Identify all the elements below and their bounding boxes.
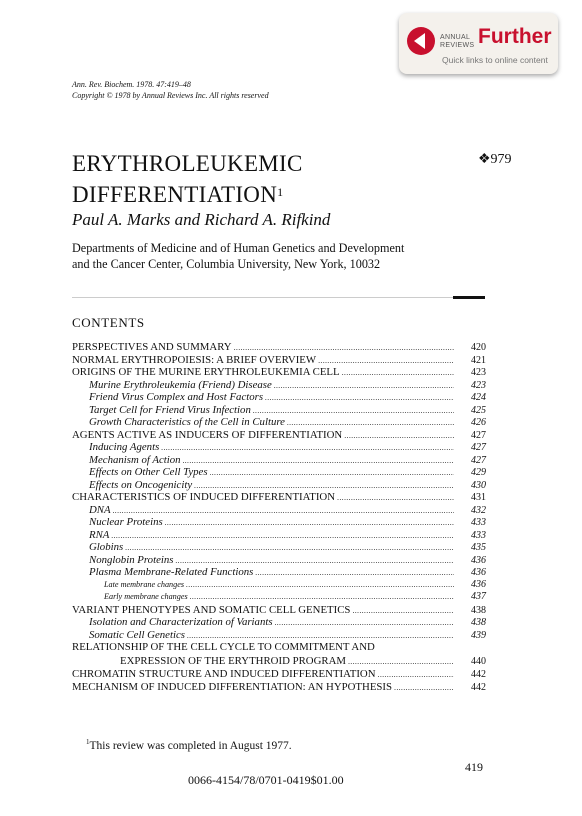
toc-entry[interactable] [72,655,486,669]
toc-entry[interactable] [72,391,486,404]
toc-leader-dots [190,591,454,604]
toc-entry[interactable] [72,404,486,417]
toc-entry-page: 424 [471,392,486,403]
toc-entry[interactable] [72,454,486,467]
toc-entry-page: 427 [471,429,486,441]
toc-entry-label: VARIANT PHENOTYPES AND SOMATIC CELL GENETICS [72,603,351,616]
toc-entry-page: 439 [471,629,486,641]
annual-reviews-wordmark: ANNUAL REVIEWS [440,34,475,49]
toc-entry[interactable] [72,629,486,642]
toc-leader-dots [113,505,454,518]
toc-entry[interactable] [72,681,486,694]
toc-entry-label: ORIGINS OF THE MURINE ERYTHROLEUKEMIA CELL [72,366,340,378]
further-label: Further [478,25,552,48]
toc-entry[interactable] [72,566,486,579]
toc-entry-label: Early membrane changes [104,592,188,601]
quick-links-text: Quick links to online content [442,55,548,65]
footnote: $^1$This review was completed in August 1977. [86,738,292,752]
toc-entry-label: PERSPECTIVES AND SUMMARY [72,341,232,353]
toc-leader-dots [183,455,454,468]
toc-entry-page: 423 [471,379,486,391]
toc-entry-label: NORMAL ERYTHROPOIESIS: A BRIEF OVERVIEW [72,353,317,366]
toc-entry-page: 442 [471,681,486,693]
toc-entry[interactable] [72,541,486,554]
divider [72,297,485,298]
toc-entry-page: 421 [471,354,486,366]
toc-entry-page: 437 [471,591,486,602]
toc-leader-dots [161,442,454,455]
toc-entry[interactable] [72,604,486,617]
toc-leader-dots [348,656,454,669]
toc-entry[interactable] [72,579,486,592]
title-footnote-mark: 1 [277,185,284,199]
toc-entry[interactable] [72,441,486,454]
toc-entry[interactable] [72,379,486,392]
toc-entry[interactable] [72,641,486,655]
toc-entry-label: DNA [89,503,111,516]
article-title: ERYTHROLEUKEMIC DIFFERENTIATION$^1$ [72,151,303,207]
page-reference: ❖979 [478,152,512,167]
toc-entry-label: Effects on Oncogenicity [89,478,193,491]
toc-leader-dots [125,542,454,555]
toc-entry[interactable] [72,429,486,442]
toc-entry-label: Plasma Membrane-Related Functions [89,566,254,578]
authors: Paul A. Marks and Richard A. Rifkind [72,210,331,229]
toc-entry[interactable] [72,591,486,604]
toc-entry-label: CHARACTERISTICS OF INDUCED DIFFERENTIATION [72,491,336,503]
toc-entry-page: 431 [471,492,486,503]
toc-entry-page: 432 [471,504,486,516]
toc-entry[interactable] [72,668,486,681]
toc-entry-page: 433 [471,517,486,528]
toc-entry-page: 436 [471,554,486,566]
toc-entry-page: 435 [471,542,486,553]
toc-entry-page: 436 [471,567,486,578]
toc-entry-page: 427 [471,454,486,466]
toc-entry-label: CHROMATIN STRUCTURE AND INDUCED DIFFERENTIATION [72,668,376,680]
toc-entry-page: 433 [471,529,486,541]
toc-entry-label: EXPRESSION OF THE ERYTHROID PROGRAM [120,654,346,667]
toc-entry[interactable] [72,366,486,379]
table-of-contents [72,341,486,693]
toc-entry-page: 436 [471,578,486,590]
toc-leader-dots [337,492,454,505]
toc-entry-page: 438 [471,604,486,616]
toc-leader-dots [275,617,454,630]
citation [72,79,269,101]
toc-entry-label: Growth Characteristics of the Cell in Culture [89,416,285,428]
toc-entry-label: MECHANISM OF INDUCED DIFFERENTIATION: AN HYPOTHESIS [72,680,393,693]
toc-entry[interactable] [72,354,486,367]
toc-leader-dots [274,380,454,393]
toc-entry[interactable] [72,341,486,354]
toc-leader-dots [265,392,454,405]
toc-entry[interactable] [72,416,486,429]
toc-entry-label: Friend Virus Complex and Host Factors [89,391,264,403]
toc-entry-label: Nuclear Proteins [89,516,163,528]
toc-entry[interactable] [72,466,486,479]
toc-entry-page: 438 [471,617,486,628]
toc-entry-label: Effects on Other Cell Types [89,466,208,478]
article-code: 0066-4154/78/0701-0419$01.00 [188,773,344,787]
affiliation: Departments of Medicine and of Human Genetics and Development and the Cancer Center, Columbia University, New York, 10032 [72,241,405,271]
toc-entry-page: 442 [471,669,486,680]
toc-entry-page: 425 [471,404,486,416]
toc-entry-page: 427 [471,442,486,453]
toc-entry-label: RELATIONSHIP OF THE CELL CYCLE TO COMMITMENT AND [72,641,375,653]
toc-leader-dots [165,517,454,530]
toc-entry-label: Nonglobin Proteins [89,553,174,566]
toc-leader-dots [344,430,454,443]
toc-entry[interactable] [72,516,486,529]
toc-entry-label: AGENTS ACTIVE AS INDUCERS OF DIFFERENTIATION [72,428,343,441]
toc-leader-dots [111,530,454,543]
toc-entry[interactable] [72,554,486,567]
toc-entry[interactable] [72,491,486,504]
toc-leader-dots [342,367,454,380]
toc-entry-page: 430 [471,479,486,491]
toc-entry-page: 426 [471,417,486,428]
page-number: 419 [465,760,483,774]
toc-leader-dots [394,682,454,695]
toc-entry-label: Isolation and Characterization of Variants [89,616,273,628]
further-badge[interactable] [399,13,558,74]
toc-entry[interactable] [72,529,486,542]
annual-reviews-logo-icon [407,27,435,55]
toc-leader-dots [352,605,454,618]
toc-entry-label: Inducing Agents [89,441,160,453]
toc-entry-page: 429 [471,467,486,478]
toc-entry-page: 420 [471,342,486,353]
citation-line-2: Copyright © 1978 by Annual Reviews Inc. All rights reserved [72,91,269,100]
toc-entry-page: 423 [471,367,486,378]
toc-entry[interactable] [72,479,486,492]
toc-entry-label: Somatic Cell Genetics [89,628,185,641]
toc-entry[interactable] [72,616,486,629]
toc-entry-page: 440 [471,655,486,667]
toc-entry-label: Target Cell for Friend Virus Infection [89,403,251,416]
toc-leader-dots [186,579,454,592]
contents-heading: CONTENTS [72,315,145,330]
citation-line-1: Ann. Rev. Biochem. 1978. 47:419–48 [72,80,191,89]
toc-entry[interactable] [72,504,486,517]
divider-accent [453,296,485,299]
toc-leader-dots [210,467,454,480]
toc-entry-label: Mechanism of Action [89,453,181,466]
toc-entry-label: Globins [89,541,124,553]
toc-entry-label: Late membrane changes [104,579,185,589]
toc-entry-label: Murine Erythroleukemia (Friend) Disease [89,378,272,391]
toc-entry-label: RNA [89,528,110,541]
